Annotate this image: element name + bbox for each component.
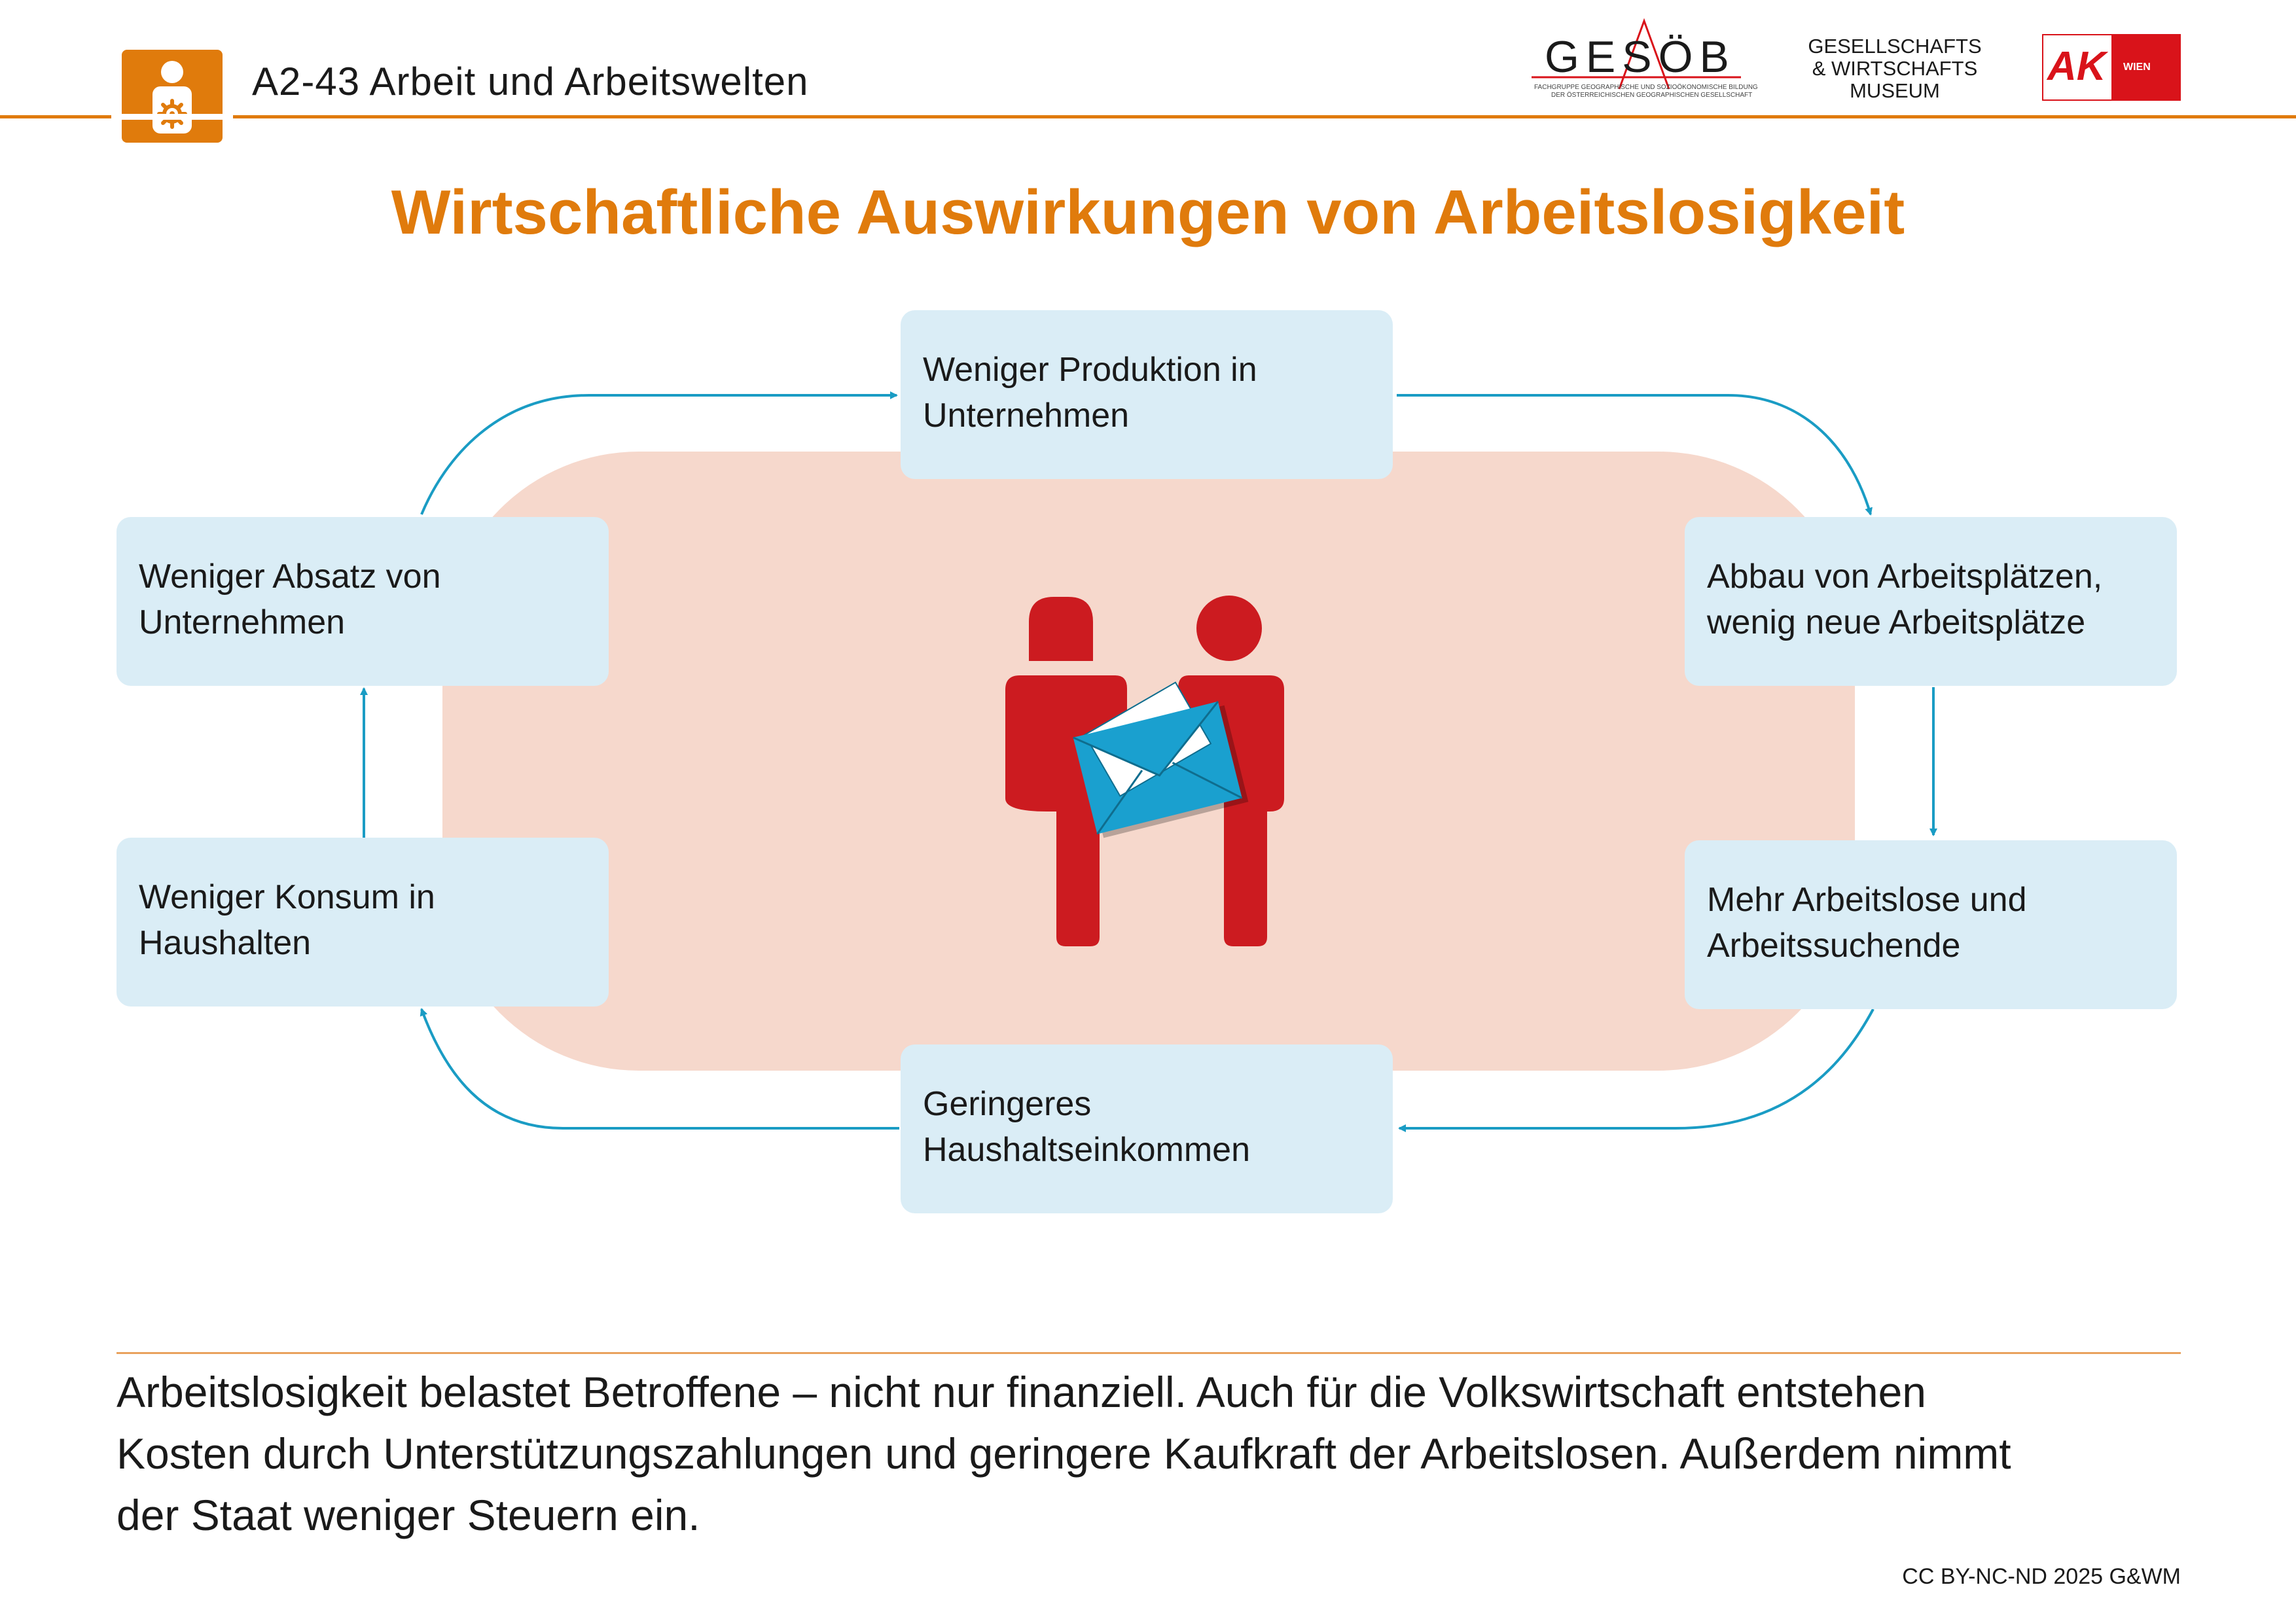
node-text-line: Weniger Konsum in [139,878,435,916]
node-text-line: Haushaltseinkommen [923,1131,1251,1169]
body-divider [117,1352,2181,1354]
node-text-line: Unternehmen [139,603,346,641]
arrow-top-to-right [1397,395,1871,514]
ak-logo-mark: AK [2047,44,2106,89]
body-line: der Staat weniger Steuern ein. [117,1491,700,1539]
ak-logo-city: WIEN [2123,62,2151,73]
body-line: Kosten durch Unterstützungszahlungen und geringere Kaufkraft der Arbeitslosen. Außerdem nimmt [117,1429,2011,1478]
body-line: Arbeitslosigkeit belastet Betroffene – nicht nur finanziell. Auch für die Volkswirtschaft entstehen [117,1368,1927,1416]
cycle-node-consumption [117,838,609,1007]
node-text-line: Weniger Absatz von [139,558,441,596]
arrow-left-to-top [422,395,897,514]
page-title: Wirtschaftliche Auswirkungen von Arbeitslosigkeit [391,177,1905,247]
dismissal-illustration [982,576,1309,955]
cycle-node-household-income [901,1044,1393,1213]
body-paragraph [117,1361,2211,1546]
node-text-line: wenig neue Arbeitsplätze [1707,603,2086,641]
arrow-bottom-to-left [422,1009,899,1128]
gesoeb-subtitle-2: DER ÖSTERREICHISCHEN GEOGRAPHISCHEN GESELLSCHAFT [1551,92,1753,99]
museum-line-2: & WIRTSCHAFTS [1812,57,1978,80]
person-right-head [1196,596,1262,661]
node-text-line: Abbau von Arbeitsplätzen, [1707,558,2103,596]
gesoeb-wordmark: GESÖB [1545,32,1736,82]
module-title: A2-43 Arbeit und Arbeitswelten [252,60,809,103]
cycle-node-production [901,310,1393,479]
node-text-line: Arbeitssuchende [1707,927,1961,965]
cycle-node-sales [117,517,609,686]
arrow-right-to-bottom [1399,1009,1873,1128]
license-note: CC BY-NC-ND 2025 G&WM [1902,1564,2181,1589]
node-text-line: Unternehmen [923,397,1130,435]
node-text-line: Weniger Produktion in [923,351,1257,389]
node-text-line: Mehr Arbeitslose und [1707,881,2027,919]
node-text-line: Geringeres [923,1085,1092,1123]
person-left-head [1029,597,1093,661]
cycle-node-unemployed [1685,840,2177,1009]
node-text-line: Haushalten [139,924,312,962]
museum-line-1: GESELLSCHAFTS [1808,35,1982,58]
cycle-node-job-cuts [1685,517,2177,686]
gesoeb-subtitle-1: FACHGRUPPE GEOGRAPHISCHE UND SOZIOÖKONOMISCHE BILDUNG [1534,84,1758,91]
museum-line-3: MUSEUM [1850,79,1940,102]
